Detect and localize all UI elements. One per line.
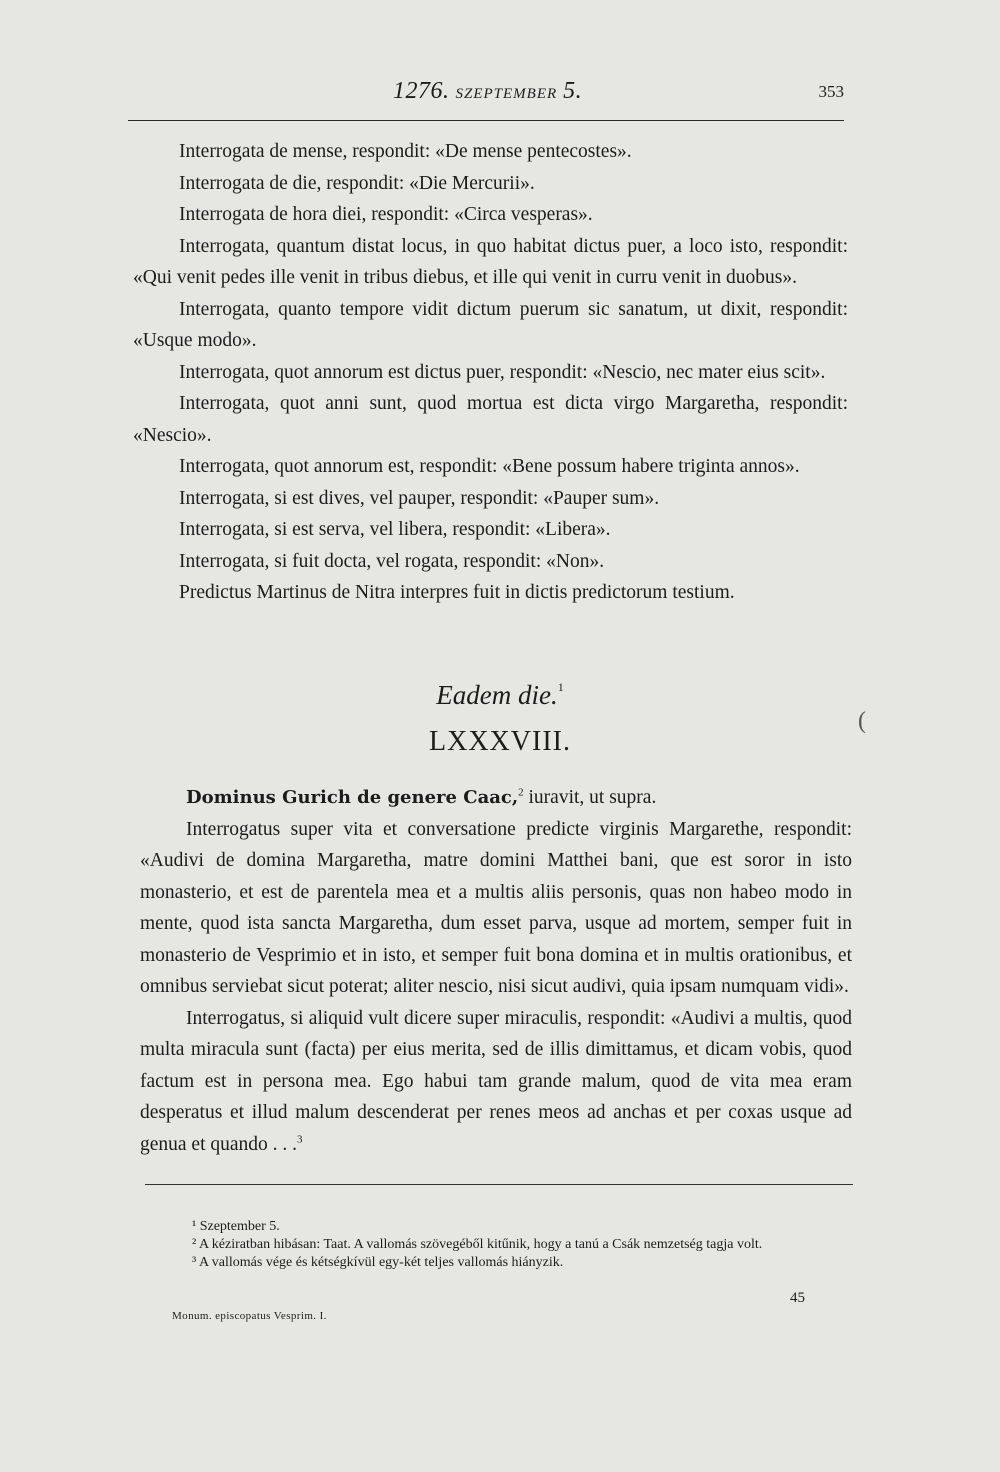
- footnote: [170, 1254, 860, 1271]
- paragraph: Interrogata, quantum distat locus, in quo habitat dictus puer, a loco isto, respondit: «Qui venit pedes ille venit in tribus diebus, et ille qui venit in curru venit in duobus».: [133, 235, 848, 288]
- margin-mark: (: [858, 708, 866, 734]
- header-month: SZEPTEMBER: [455, 86, 558, 102]
- footnote-ref: 3: [297, 1133, 303, 1145]
- section-date-heading: [0, 680, 1000, 711]
- paragraph-text: iuravit, ut supra.: [523, 787, 657, 808]
- paragraph: Interrogata, quot anni sunt, quod mortua est dicta virgo Margaretha, respondit: «Nescio».: [133, 393, 848, 446]
- paragraph-text: Interrogatus, si aliquid vult dicere super miraculis, respondit: «Audivi a multis, quod multa miracula sunt (facta) per eius merita, sed de illis dimittamus, et dicam vobis, quod factum est in persona mea. Ego habui tam grande malum, quod de vita mea eram desperatus et illud malum descenderat per renes meos ad anchas et per coxas usque ad genua et quando . . .: [140, 1007, 852, 1155]
- header-rule: [128, 120, 844, 121]
- header-date: [393, 78, 582, 105]
- footnote-mark: ²: [192, 1237, 197, 1252]
- footnote: [170, 1218, 860, 1235]
- footnotes: [170, 1218, 860, 1272]
- running-header: [128, 78, 844, 118]
- footnote-text: A kéziratban hibásan: Taat. A vallomás szövegéből kitűnik, hogy a tanú a Csák nemzetség tagja volt.: [198, 1237, 763, 1252]
- printer-signature: Monum. episcopatus Vesprim. I.: [172, 1310, 327, 1322]
- paragraph: [140, 1003, 852, 1161]
- footnote-mark: ³: [192, 1255, 197, 1270]
- paragraph: Interrogatus super vita et conversatione predicte virginis Margarethe, respondit: «Audivi de domina Margaretha, matre domini Matthei bani, que est soror in isto monasterio, et est de parentela mea et a multis aliis personis, quas non habeo modo in mente, quod ista sancta Margaretha, dum esset parva, usque ad mortem, semper fuit in monasterio de Vesprimio et in isto, et semper fuit bona domina et in multis orationibus, et omnibus serviebat sicut poterat; aliter nescio, nisi sicut audivi, quia ipsam numquam vidi».: [140, 818, 852, 997]
- paragraph: Interrogata de hora diei, respondit: «Circa vesperas».: [179, 204, 593, 225]
- paragraph: Interrogata, si est dives, vel pauper, respondit: «Pauper sum».: [179, 487, 660, 509]
- header-year: 1276.: [393, 78, 450, 104]
- date-heading-text: Eadem die.: [436, 680, 558, 710]
- paragraph: Interrogata, si est serva, vel libera, respondit: «Libera».: [179, 519, 611, 540]
- footnote: [170, 1236, 860, 1253]
- paragraph: Interrogata, quot annorum est, respondit: «Bene possum habere triginta annos».: [179, 456, 800, 477]
- witness-name: Dominus Gurich de genere Caac,: [186, 787, 519, 808]
- paragraph: Interrogata de mense, respondit: «De mense pentecostes».: [179, 141, 632, 162]
- paragraph: Interrogata, quot annorum est dictus puer, respondit: «Nescio, nec mater eius scit».: [179, 361, 826, 383]
- paragraph: Interrogata, si fuit docta, vel rogata, respondit: «Non».: [179, 550, 605, 572]
- sheet-signature-number: 45: [790, 1290, 805, 1306]
- footnote-text: A vallomás vége és kétségkívül egy-két teljes vallomás hiányzik.: [198, 1255, 564, 1270]
- footnote-ref: 2: [518, 786, 524, 799]
- footnote-ref: 1: [557, 680, 564, 694]
- header-day: 5.: [563, 78, 583, 104]
- paragraph: [140, 782, 852, 814]
- page-number: 353: [818, 82, 844, 101]
- testimony-lxxxviii: [140, 782, 852, 1160]
- testimony-continuation: [133, 136, 848, 609]
- paragraph: Interrogata de die, respondit: «Die Mercurii».: [179, 172, 535, 194]
- paragraph: Interrogata, quanto tempore vidit dictum puerum sic sanatum, ut dixit, respondit: «Usque modo».: [133, 298, 848, 351]
- footnote-mark: ¹: [192, 1219, 197, 1234]
- footnote-text: Szeptember 5.: [199, 1219, 280, 1234]
- section-number-heading: LXXXVIII.: [429, 726, 571, 757]
- paragraph: Predictus Martinus de Nitra interpres fuit in dictis predictorum testium.: [179, 582, 735, 603]
- footnote-rule: [145, 1184, 853, 1185]
